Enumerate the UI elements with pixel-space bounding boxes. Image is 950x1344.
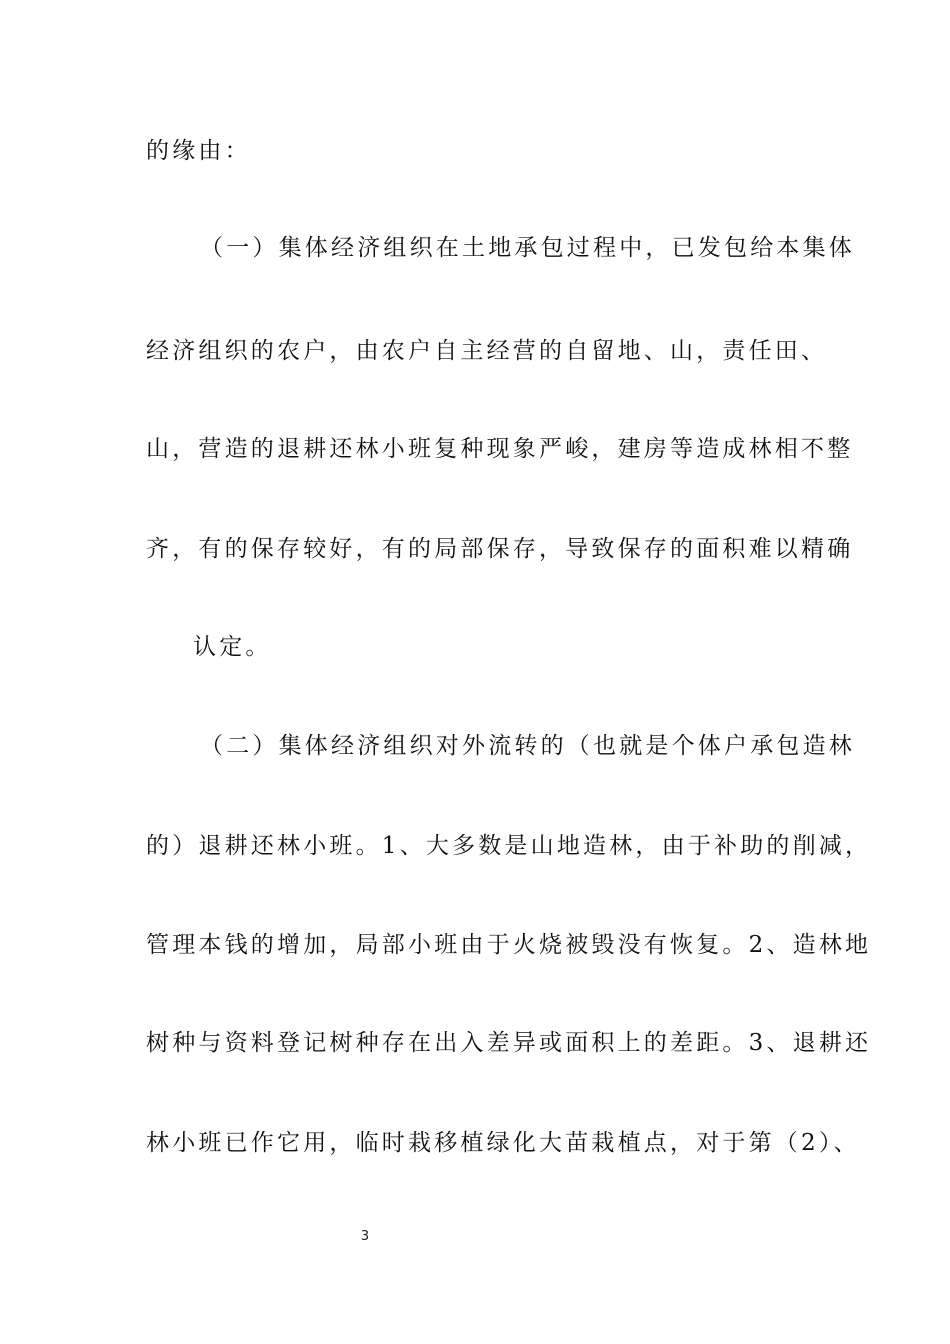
text-line: 的）退耕还林小班。1、大多数是山地造林，由于补助的削减， [146,833,872,859]
page-number: 3 [360,1229,370,1244]
text-line: 齐，有的保存较好，有的局部保存，导致保存的面积难以精确 [146,536,854,562]
paragraph-two-start: （二）集体经济组织对外流转的（也就是个体户承包造林 [200,733,855,759]
text-line: 认定。 [193,634,272,660]
text-line: 林小班已作它用，临时栽移植绿化大苗栽植点，对于第（2）、 [146,1130,860,1156]
text-line: 管理本钱的增加，局部小班由于火烧被毁没有恢复。2、造林地 [146,932,872,958]
text-line: 的缘由： [146,138,251,164]
text-line: 经济组织的农户，由农户自主经营的自留地、山，责任田、 [146,338,828,364]
paragraph-one-start: （一）集体经济组织在土地承包过程中，已发包给本集体 [200,235,855,261]
text-line: 树种与资料登记树种存在出入差异或面积上的差距。3、退耕还 [146,1030,872,1056]
text-line: 山，营造的退耕还林小班复种现象严峻，建房等造成林相不整 [146,436,854,462]
